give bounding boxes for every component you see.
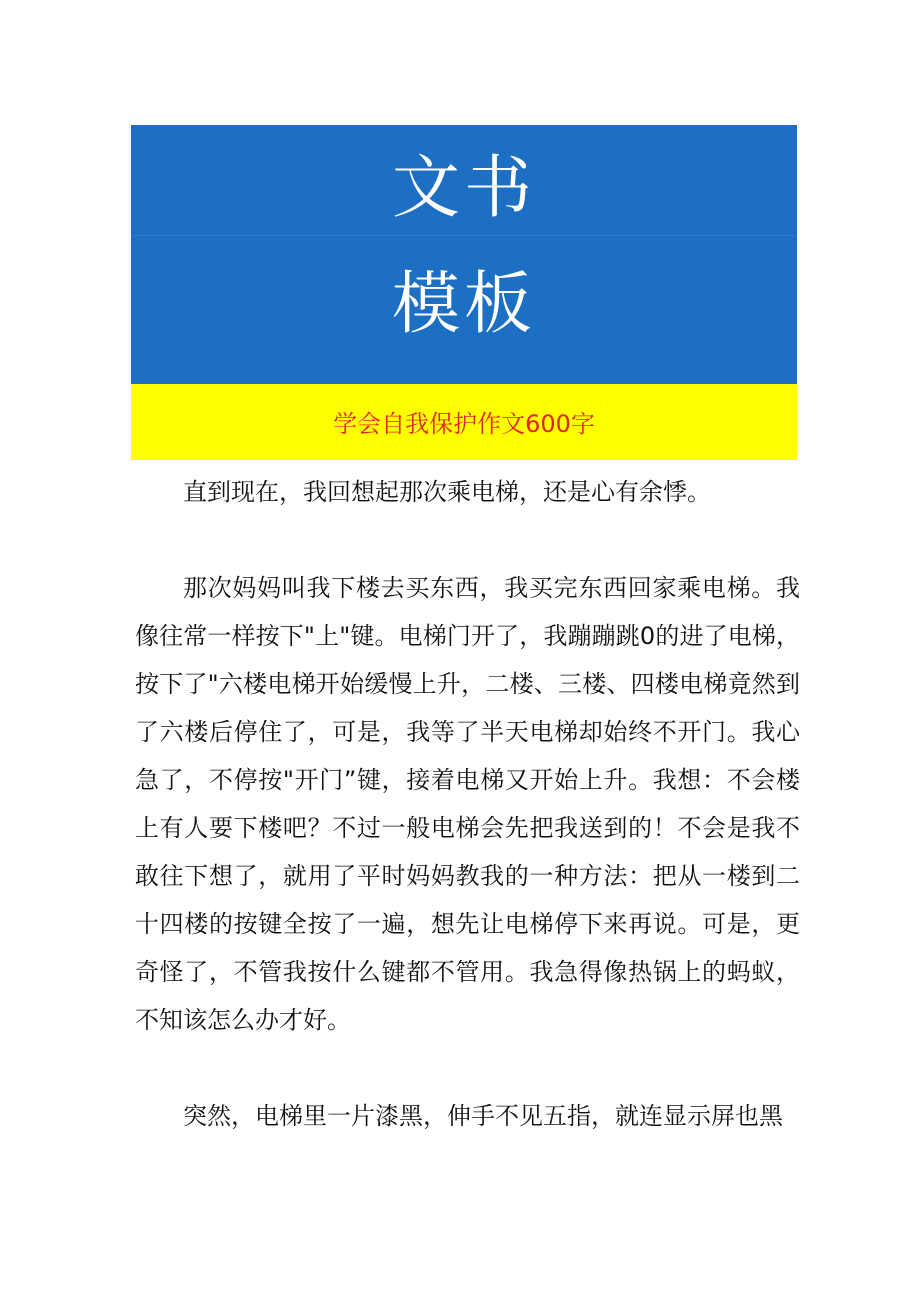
title-banner bbox=[131, 125, 797, 460]
article-body bbox=[135, 468, 800, 1140]
paragraph-2: 那次妈妈叫我下楼去买东西，我买完东西回家乘电梯。我像往常一样按下"上"键。电梯门开了，我蹦蹦跳0的进了电梯，按下了"六楼电梯开始缓慢上升，二楼、三楼、四楼电梯竟然到了六楼后停住了，可是，我等了半天电梯却始终不开门。我心急了，不停按"开门”键，接着电梯又开始上升。我想：不会楼上有人要下楼吧？不过一般电梯会先把我送到的！不会是我不敢往下想了，就用了平时妈妈教我的一种方法：把从一楼到二十四楼的按键全按了一遍，想先让电梯停下来再说。可是，更奇怪了，不管我按什么键都不管用。我急得像热锅上的蚂蚁，不知该怎么办才好。 bbox=[135, 574, 800, 1034]
banner-yellow-block bbox=[131, 384, 797, 460]
paragraph-3: 突然，电梯里一片漆黑，伸手不见五指，就连显示屏也黑 bbox=[183, 1102, 783, 1130]
banner-title-line-1: 文书 bbox=[391, 149, 536, 228]
document-subtitle: 学会自我保护作文600字 bbox=[333, 410, 595, 438]
paragraph-1: 直到现在，我回想起那次乘电梯，还是心有余悸。 bbox=[183, 478, 711, 506]
banner-divider bbox=[131, 235, 797, 236]
banner-blue-block bbox=[131, 125, 797, 384]
banner-title-line-2: 模板 bbox=[391, 265, 536, 344]
